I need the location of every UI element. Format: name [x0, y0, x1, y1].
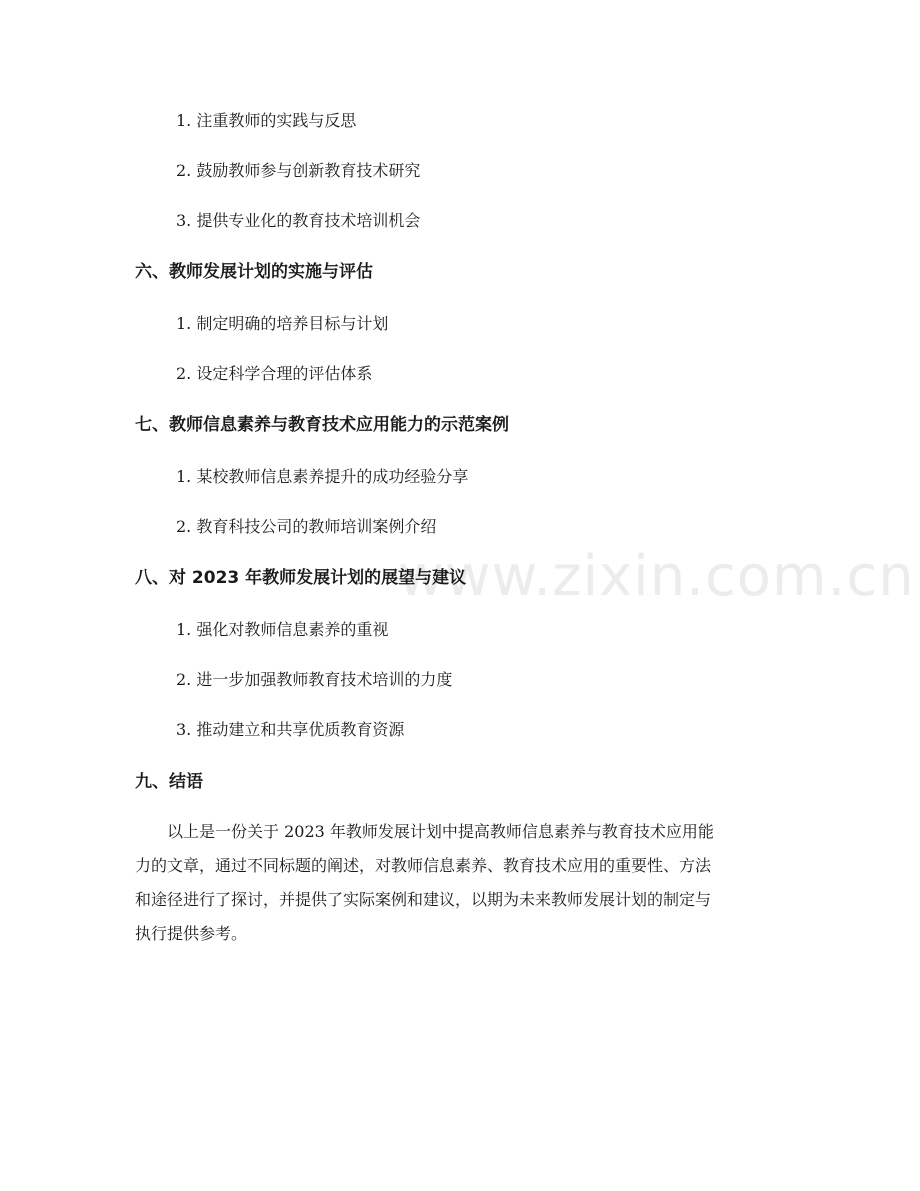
list-item: 1. 强化对教师信息素养的重视 — [176, 620, 389, 639]
list-item: 1. 注重教师的实践与反思 — [176, 111, 357, 130]
list-item: 1. 制定明确的培养目标与计划 — [176, 314, 389, 333]
section-heading: 八、对 2023 年教师发展计划的展望与建议 — [135, 568, 467, 588]
paragraph-line: 执行提供参考。 — [135, 924, 248, 943]
list-item: 1. 某校教师信息素养提升的成功经验分享 — [176, 467, 469, 486]
paragraph-line: 以上是一份关于 2023 年教师发展计划中提高教师信息素养与教育技术应用能 — [135, 822, 714, 841]
list-item: 2. 进一步加强教师教育技术培训的力度 — [176, 670, 453, 689]
paragraph-line: 力的文章，通过不同标题的阐述，对教师信息素养、教育技术应用的重要性、方法 — [135, 856, 712, 875]
list-item: 2. 设定科学合理的评估体系 — [176, 364, 373, 383]
list-item: 3. 提供专业化的教育技术培训机会 — [176, 211, 421, 230]
list-item: 2. 教育科技公司的教师培训案例介绍 — [176, 517, 437, 536]
section-heading: 六、教师发展计划的实施与评估 — [135, 262, 373, 282]
section-heading: 九、结语 — [135, 772, 203, 792]
list-item: 2. 鼓励教师参与创新教育技术研究 — [176, 161, 421, 180]
section-heading: 七、教师信息素养与教育技术应用能力的示范案例 — [135, 415, 509, 435]
watermark: www.zixin.com.cn — [398, 544, 915, 609]
paragraph-line: 和途径进行了探讨，并提供了实际案例和建议，以期为未来教师发展计划的制定与 — [135, 890, 712, 909]
list-item: 3. 推动建立和共享优质教育资源 — [176, 720, 405, 739]
